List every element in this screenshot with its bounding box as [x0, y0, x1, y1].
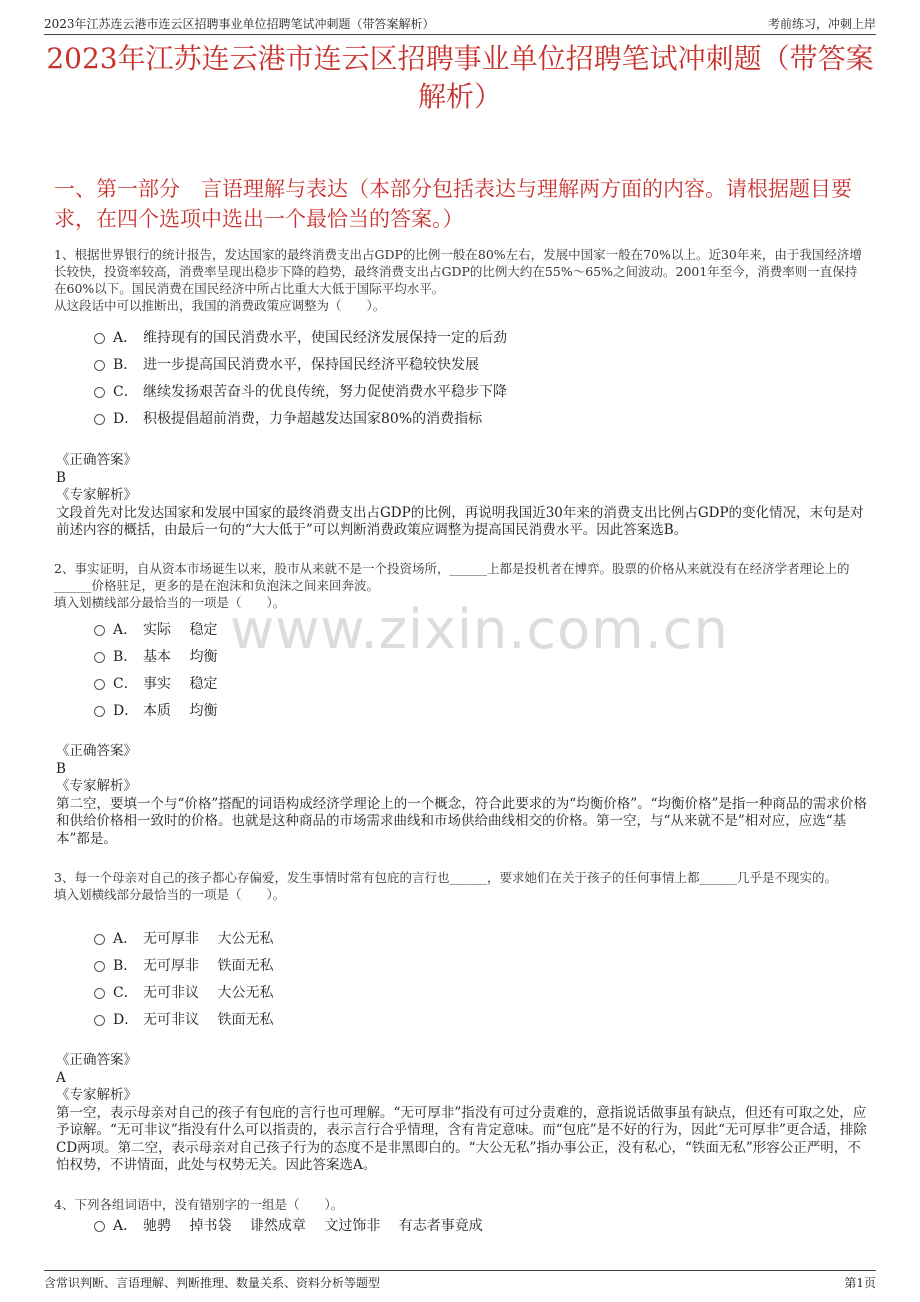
answer-block-q3 — [56, 1052, 868, 1175]
radio-icon[interactable] — [94, 679, 105, 690]
option-c[interactable]: C． 继续发扬艰苦奋斗的优良传统，努力促使消费水平稳步下降 — [94, 377, 507, 404]
radio-icon[interactable] — [94, 988, 105, 999]
option-a[interactable]: A． 实际 稳定 — [94, 615, 217, 642]
radio-icon[interactable] — [94, 652, 105, 663]
options-q2 — [94, 615, 217, 723]
radio-icon[interactable] — [94, 360, 105, 371]
option-d[interactable]: D． 无可非议 铁面无私 — [94, 1005, 273, 1032]
question-3 — [54, 869, 866, 903]
question-prompt: 从这段话中可以推断出，我国的消费政策应调整为（ ）。 — [54, 298, 386, 313]
answer-label: 《正确答案》 — [56, 452, 137, 468]
option-a[interactable]: A． 维持现有的国民消费水平，使国民经济发展保持一定的后劲 — [94, 323, 507, 350]
radio-icon[interactable] — [94, 1015, 105, 1026]
answer-value: B — [56, 760, 66, 777]
footer-topics: 含常识判断、言语理解、判断推理、数量关系、资料分析等题型 — [44, 1276, 381, 1290]
answer-label: 《正确答案》 — [56, 743, 137, 759]
option-b[interactable]: B． 进一步提高国民消费水平，保持国民经济平稳较快发展 — [94, 350, 507, 377]
page-header — [44, 10, 876, 35]
question-2 — [54, 560, 866, 611]
analysis-text: 第一空，表示母亲对自己的孩子有包庇的言行也可理解。“无可厚非”指没有可过分责难的，意指说话做事虽有缺点，但还有可取之处，应予谅解。“无可非议”指没有什么可以指责的，表示言行合乎情理，含有肯定意味。而“包庇”是不好的行为，因此“无可厚非”更合适，排除CD两项。第二空，表示母亲对自己孩子行为的态度不是非黑即白的。“大公无私”指办事公正，没有私心，“铁面无私”形容公正严明，不怕权势，不讲情面，此处与权势无关。因此答案选A。 — [56, 1104, 867, 1173]
radio-icon[interactable] — [94, 961, 105, 972]
question-prompt: 填入划横线部分最恰当的一项是（ ）。 — [54, 595, 286, 610]
options-q3 — [94, 924, 273, 1032]
header-doc-title: 2023年江苏连云港市连云区招聘事业单位招聘笔试冲刺题（带答案解析） — [44, 17, 435, 31]
question-1 — [54, 246, 866, 314]
radio-icon[interactable] — [94, 387, 105, 398]
answer-block-q2 — [56, 743, 868, 848]
option-a[interactable]: A． 无可厚非 大公无私 — [94, 924, 273, 951]
radio-icon[interactable] — [94, 414, 105, 425]
options-q4 — [94, 1211, 483, 1238]
question-stem: 1、根据世界银行的统计报告，发达国家的最终消费支出占GDP的比例一般在80%左右，发展中国家一般在70%以上。近30年来，由于我国经济增长较快，投资率较高，消费率呈现出稳步下降的趋势，最终消费支出占GDP的比例大约在55%～65%之间波动。2001年至今，消费率则一直保持在60%以下。国民消费在国民经济中所占比重大大低于国际平均水平。 — [54, 247, 862, 296]
page-number: 第1页 — [844, 1276, 876, 1290]
watermark: www.zixin.com.cn — [230, 598, 729, 661]
analysis-text: 文段首先对比发达国家和发展中国家的最终消费支出占GDP的比例，再说明我国近30年来的消费支出比例占GDP的变化情况，末句是对前述内容的概括，由最后一句的“大大低于”可以判断消费政策应调整为提高国民消费水平。因此答案选B。 — [56, 504, 864, 538]
answer-label: 《正确答案》 — [56, 1052, 137, 1068]
page-footer — [44, 1270, 876, 1294]
analysis-label: 《专家解析》 — [56, 778, 137, 794]
section-heading: 一、第一部分 言语理解与表达（本部分包括表达与理解两方面的内容。请根据题目要求，在四个选项中选出一个最恰当的答案。） — [54, 177, 852, 231]
options-q1 — [94, 323, 507, 431]
option-a[interactable]: A． 驰骋 掉书袋 诽然成章 文过饰非 有志者事竟成 — [94, 1211, 483, 1238]
question-stem: 4、下列各组词语中，没有错别字的一组是（ ）。 — [54, 1197, 344, 1212]
document-title: 2023年江苏连云港市连云区招聘事业单位招聘笔试冲刺题（带答案解析） — [46, 42, 874, 113]
radio-icon[interactable] — [94, 625, 105, 636]
analysis-label: 《专家解析》 — [56, 1087, 137, 1103]
question-stem: 3、每一个母亲对自己的孩子都心存偏爱，发生事情时常有包庇的言行也______，要求她们在关于孩子的任何事情上都______几乎是不现实的。 — [54, 870, 837, 885]
answer-value: B — [56, 469, 66, 486]
radio-icon[interactable] — [94, 1221, 105, 1232]
question-prompt: 填入划横线部分最恰当的一项是（ ）。 — [54, 887, 286, 902]
answer-value: A — [56, 1069, 66, 1086]
analysis-text: 第二空，要填一个与“价格”搭配的词语构成经济学理论上的一个概念，符合此要求的为“均衡价格”。“均衡价格”是指一种商品的需求价格和供给价格相一致时的价格。也就是这种商品的市场需求曲线和市场供给曲线相交的价格。第一空，与“从来就不是”相对应，应选“基本”都是。 — [56, 795, 867, 847]
radio-icon[interactable] — [94, 934, 105, 945]
option-c[interactable]: C． 无可非议 大公无私 — [94, 978, 273, 1005]
radio-icon[interactable] — [94, 706, 105, 717]
analysis-label: 《专家解析》 — [56, 487, 137, 503]
option-d[interactable]: D． 本质 均衡 — [94, 696, 217, 723]
option-c[interactable]: C． 事实 稳定 — [94, 669, 217, 696]
radio-icon[interactable] — [94, 333, 105, 344]
answer-block-q1 — [56, 452, 868, 540]
option-b[interactable]: B． 无可厚非 铁面无私 — [94, 951, 273, 978]
header-slogan: 考前练习，冲刺上岸 — [767, 17, 876, 31]
question-stem: 2、事实证明，自从资本市场诞生以来，股市从来就不是一个投资场所，______上都是投机者在博弈。股票的价格从来就没有在经济学者理论上的______价格驻足，更多的是在泡沫和负泡沫之间来回奔波。 — [54, 561, 850, 593]
option-d[interactable]: D． 积极提倡超前消费，力争超越发达国家80%的消费指标 — [94, 404, 507, 431]
option-b[interactable]: B． 基本 均衡 — [94, 642, 217, 669]
